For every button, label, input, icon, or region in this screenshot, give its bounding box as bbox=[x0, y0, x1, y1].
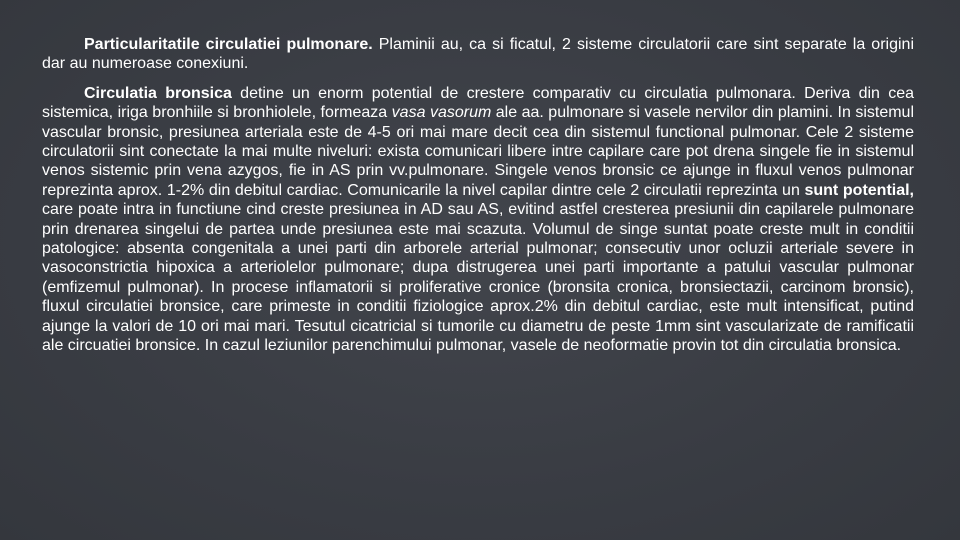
italic-term: vasa vasorum bbox=[391, 104, 492, 122]
paragraph-intro bbox=[42, 35, 914, 74]
paragraph-heading: Circulatia bronsica bbox=[84, 84, 232, 102]
paragraph-text: care poate intra in functiune cind creste presiunea in AD sau AS, evitind astfel cresterea presiunii din capilarele pulmonare prin drenarea singelui de partea unde presiunea este mai scazuta. Volumul de singe suntat poate creste mult in conditii patologice: absenta congenitala a unei parti din arborele arterial pulmonar; consecutiv unor ocluzii arteriale severe in vasoconstrictia hipoxica a arteriolelor pulmonare; dupa distrugerea unei parti importante a patului vascular pulmonar (emfizemul pulmonar). In procese inflamatorii si proliferative cronice (bronsita cronica, bronsiectazii, carcinom bronsic), fluxul circulatiei bronsice, care primeste in conditii fiziologice aprox.2% din debitul cardiac, este mult intensificat, putind ajunge la valori de 10 ori mai mari. Tesutul cicatricial si tumorile cu diametru de peste 1mm sint vascularizate de ramificatii ale circuatiei bronsice. In cazul leziunilor parenchimului pulmonar, vasele de neoformatie provin tot din circulatia bronsica. bbox=[42, 201, 914, 355]
paragraph-text: Plaminii au, ca si ficatul, 2 sisteme circulatorii care sint separate la origini dar au numeroase conexiuni. bbox=[42, 36, 914, 73]
paragraph-heading: Particularitatile circulatiei pulmonare. bbox=[84, 36, 373, 53]
paragraph-text: ale aa. pulmonare si vasele nervilor din plamini. In sistemul vascular bronsic, presiunea arteriala este de 4-5 ori mai mare decit cea din sistemul functional pulmonar. Cele 2 sisteme circulatorii sint conectate la mai multe niveluri: exista comunicari libere intre capilare care pot drena singele fie in sistemul venos sistemic prin vena azygos, fie in AS prin vv.pulmonare. Singele venos bronsic ce ajunge in fluxul venos pulmonar reprezinta aprox. 1-2% din debitul cardiac. Comunicarile la nivel capilar dintre cele 2 circulatii reprezinta un bbox=[42, 104, 915, 199]
bold-term: sunt potential, bbox=[804, 181, 914, 199]
paragraph-text: detine un enorm potential de crestere comparativ cu circulatia pulmonara. Deriva din cea sistemica, iriga bronhiile si bronhiolele, formeaza bbox=[42, 84, 915, 122]
paragraph-bronchial-circulation bbox=[42, 84, 914, 356]
slide-body bbox=[42, 35, 914, 356]
